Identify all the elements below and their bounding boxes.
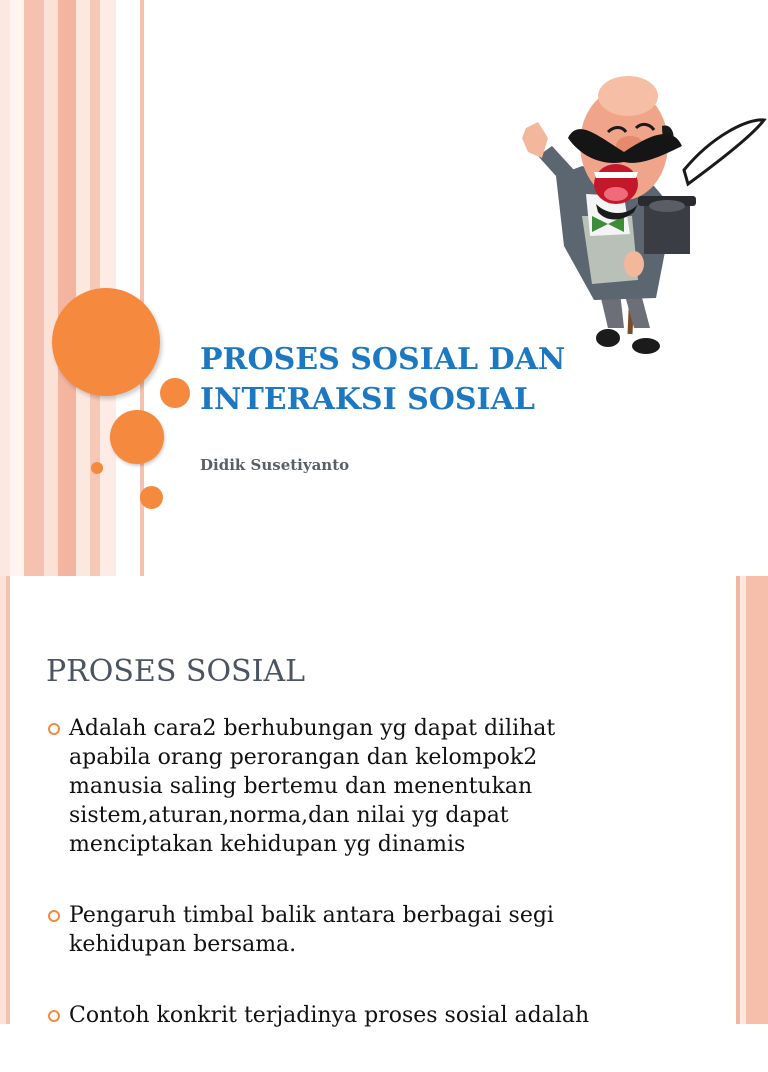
stripe-decoration bbox=[746, 576, 768, 1024]
bullet-line: kehidupan bersama. bbox=[69, 932, 297, 957]
bullet-line: apabila orang perorangan dan kelompok2 bbox=[69, 745, 538, 770]
stripe-decoration bbox=[76, 0, 90, 576]
slide-title: PROSES SOSIAL bbox=[46, 654, 306, 689]
orange-circle-small bbox=[160, 378, 190, 408]
stripe-decoration bbox=[44, 0, 58, 576]
bullet-line: manusia saling bertemu dan menentukan bbox=[69, 774, 533, 799]
stripe-decoration bbox=[6, 576, 10, 1024]
bullet-circle-icon bbox=[48, 910, 60, 922]
orange-circle-large bbox=[52, 288, 160, 396]
bullet-list bbox=[46, 714, 656, 1072]
bullet-circle-icon bbox=[48, 723, 60, 735]
bullet-line: Pengaruh timbal balik antara berbagai segi bbox=[69, 903, 554, 928]
bullet-circle-icon bbox=[48, 1010, 60, 1022]
stripe-decoration bbox=[0, 0, 10, 576]
title-line-1: PROSES SOSIAL DAN bbox=[200, 342, 566, 377]
author-name: Didik Susetiyanto bbox=[200, 456, 350, 474]
bullet-line: Adalah cara2 berhubungan yg dapat dilihat bbox=[69, 716, 556, 741]
cartoon-man-icon bbox=[512, 66, 768, 356]
bullet-line: Contoh konkrit terjadinya proses sosial adalah bbox=[69, 1003, 590, 1028]
stripe-decoration bbox=[24, 0, 44, 576]
bullet-line: menciptakan kehidupan yg dinamis bbox=[69, 832, 466, 857]
stripe-decoration bbox=[58, 0, 76, 576]
presentation-title bbox=[200, 340, 620, 420]
orange-circle-small bbox=[140, 486, 163, 509]
bullet-item bbox=[46, 714, 656, 859]
orange-circle-medium bbox=[110, 410, 164, 464]
orange-circle-tiny bbox=[91, 462, 103, 474]
stripe-decoration bbox=[10, 0, 24, 576]
bullet-line: sistem,aturan,norma,dan nilai yg dapat bbox=[69, 803, 509, 828]
bullet-item bbox=[46, 901, 656, 959]
title-line-2: INTERAKSI SOSIAL bbox=[200, 382, 535, 417]
bullet-item bbox=[46, 1001, 656, 1030]
